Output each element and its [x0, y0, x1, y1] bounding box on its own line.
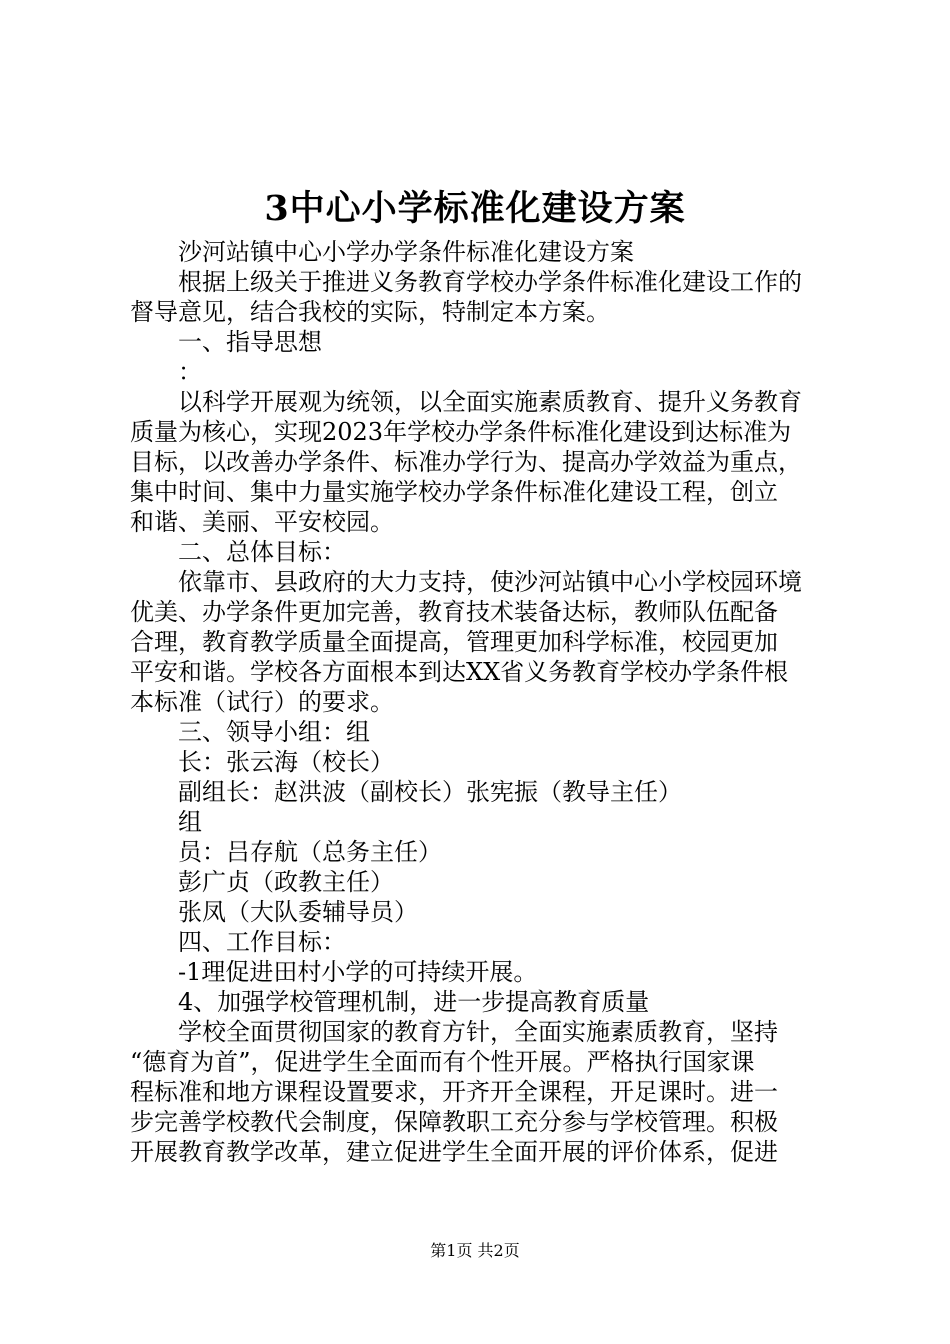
- paragraph-line: 和谐、美丽、平安校园。: [130, 508, 394, 536]
- paragraph-line: 4、加强学校管理机制，进一步提高教育质量: [178, 988, 650, 1016]
- document-body: [130, 237, 830, 1167]
- paragraph-line: “德育为首”，促进学生全面而有个性开展。严格执行国家课: [130, 1048, 755, 1076]
- paragraph-line: ：: [178, 358, 202, 386]
- paragraph-line: 副组长：赵洪波（副校长）张宪振（教导主任）: [178, 778, 682, 806]
- paragraph-line: 张凤（大队委辅导员）: [178, 898, 418, 926]
- paragraph-line: 以科学开展观为统领，以全面实施素质教育、提升义务教育: [178, 388, 802, 416]
- page-footer: 第1页 共2页: [430, 1241, 520, 1260]
- paragraph-line: 沙河站镇中心小学办学条件标准化建设方案: [178, 238, 634, 266]
- paragraph-line: 长：张云海（校长）: [178, 748, 394, 776]
- paragraph-line: 质量为核心，实现2023年学校办学条件标准化建设到达标准为: [130, 418, 792, 446]
- paragraph-line: 优美、办学条件更加完善，教育技术装备达标，教师队伍配备: [130, 598, 778, 626]
- paragraph-line: 程标准和地方课程设置要求，开齐开全课程，开足课时。进一: [130, 1078, 778, 1106]
- paragraph-line: 平安和谐。学校各方面根本到达XX省义务教育学校办学条件根: [130, 658, 789, 686]
- paragraph-line: 合理，教育教学质量全面提高，管理更加科学标准，校园更加: [130, 628, 778, 656]
- paragraph-line: 督导意见，结合我校的实际，特制定本方案。: [130, 298, 610, 326]
- paragraph-line: 依靠市、县政府的大力支持，使沙河站镇中心小学校园环境: [178, 568, 802, 596]
- paragraph-line: -1理促进田村小学的可持续开展。: [178, 958, 538, 986]
- paragraph-line: 开展教育教学改革，建立促进学生全面开展的评价体系，促进: [130, 1138, 778, 1166]
- paragraph-line: 员：吕存航（总务主任）: [178, 838, 442, 866]
- paragraph-line: 二、总体目标：: [178, 538, 346, 566]
- paragraph-line: 本标准（试行）的要求。: [130, 688, 394, 716]
- paragraph-line: 根据上级关于推进义务教育学校办学条件标准化建设工作的: [178, 268, 802, 296]
- paragraph-line: 三、领导小组：组: [178, 718, 370, 746]
- paragraph-line: 组: [178, 808, 202, 836]
- document-title: 3中心小学标准化建设方案: [264, 188, 686, 229]
- paragraph-line: 集中时间、集中力量实施学校办学条件标准化建设工程，创立: [130, 478, 778, 506]
- paragraph-line: 四、工作目标：: [178, 928, 346, 956]
- paragraph-line: 步完善学校教代会制度，保障教职工充分参与学校管理。积极: [130, 1108, 778, 1136]
- paragraph-line: 学校全面贯彻国家的教育方针，全面实施素质教育，坚持: [178, 1018, 778, 1046]
- paragraph-line: 彭广贞（政教主任）: [178, 868, 394, 896]
- paragraph-line: 一、指导思想: [178, 328, 322, 356]
- paragraph-line: 目标，以改善办学条件、标准办学行为、提高办学效益为重点，: [130, 448, 802, 476]
